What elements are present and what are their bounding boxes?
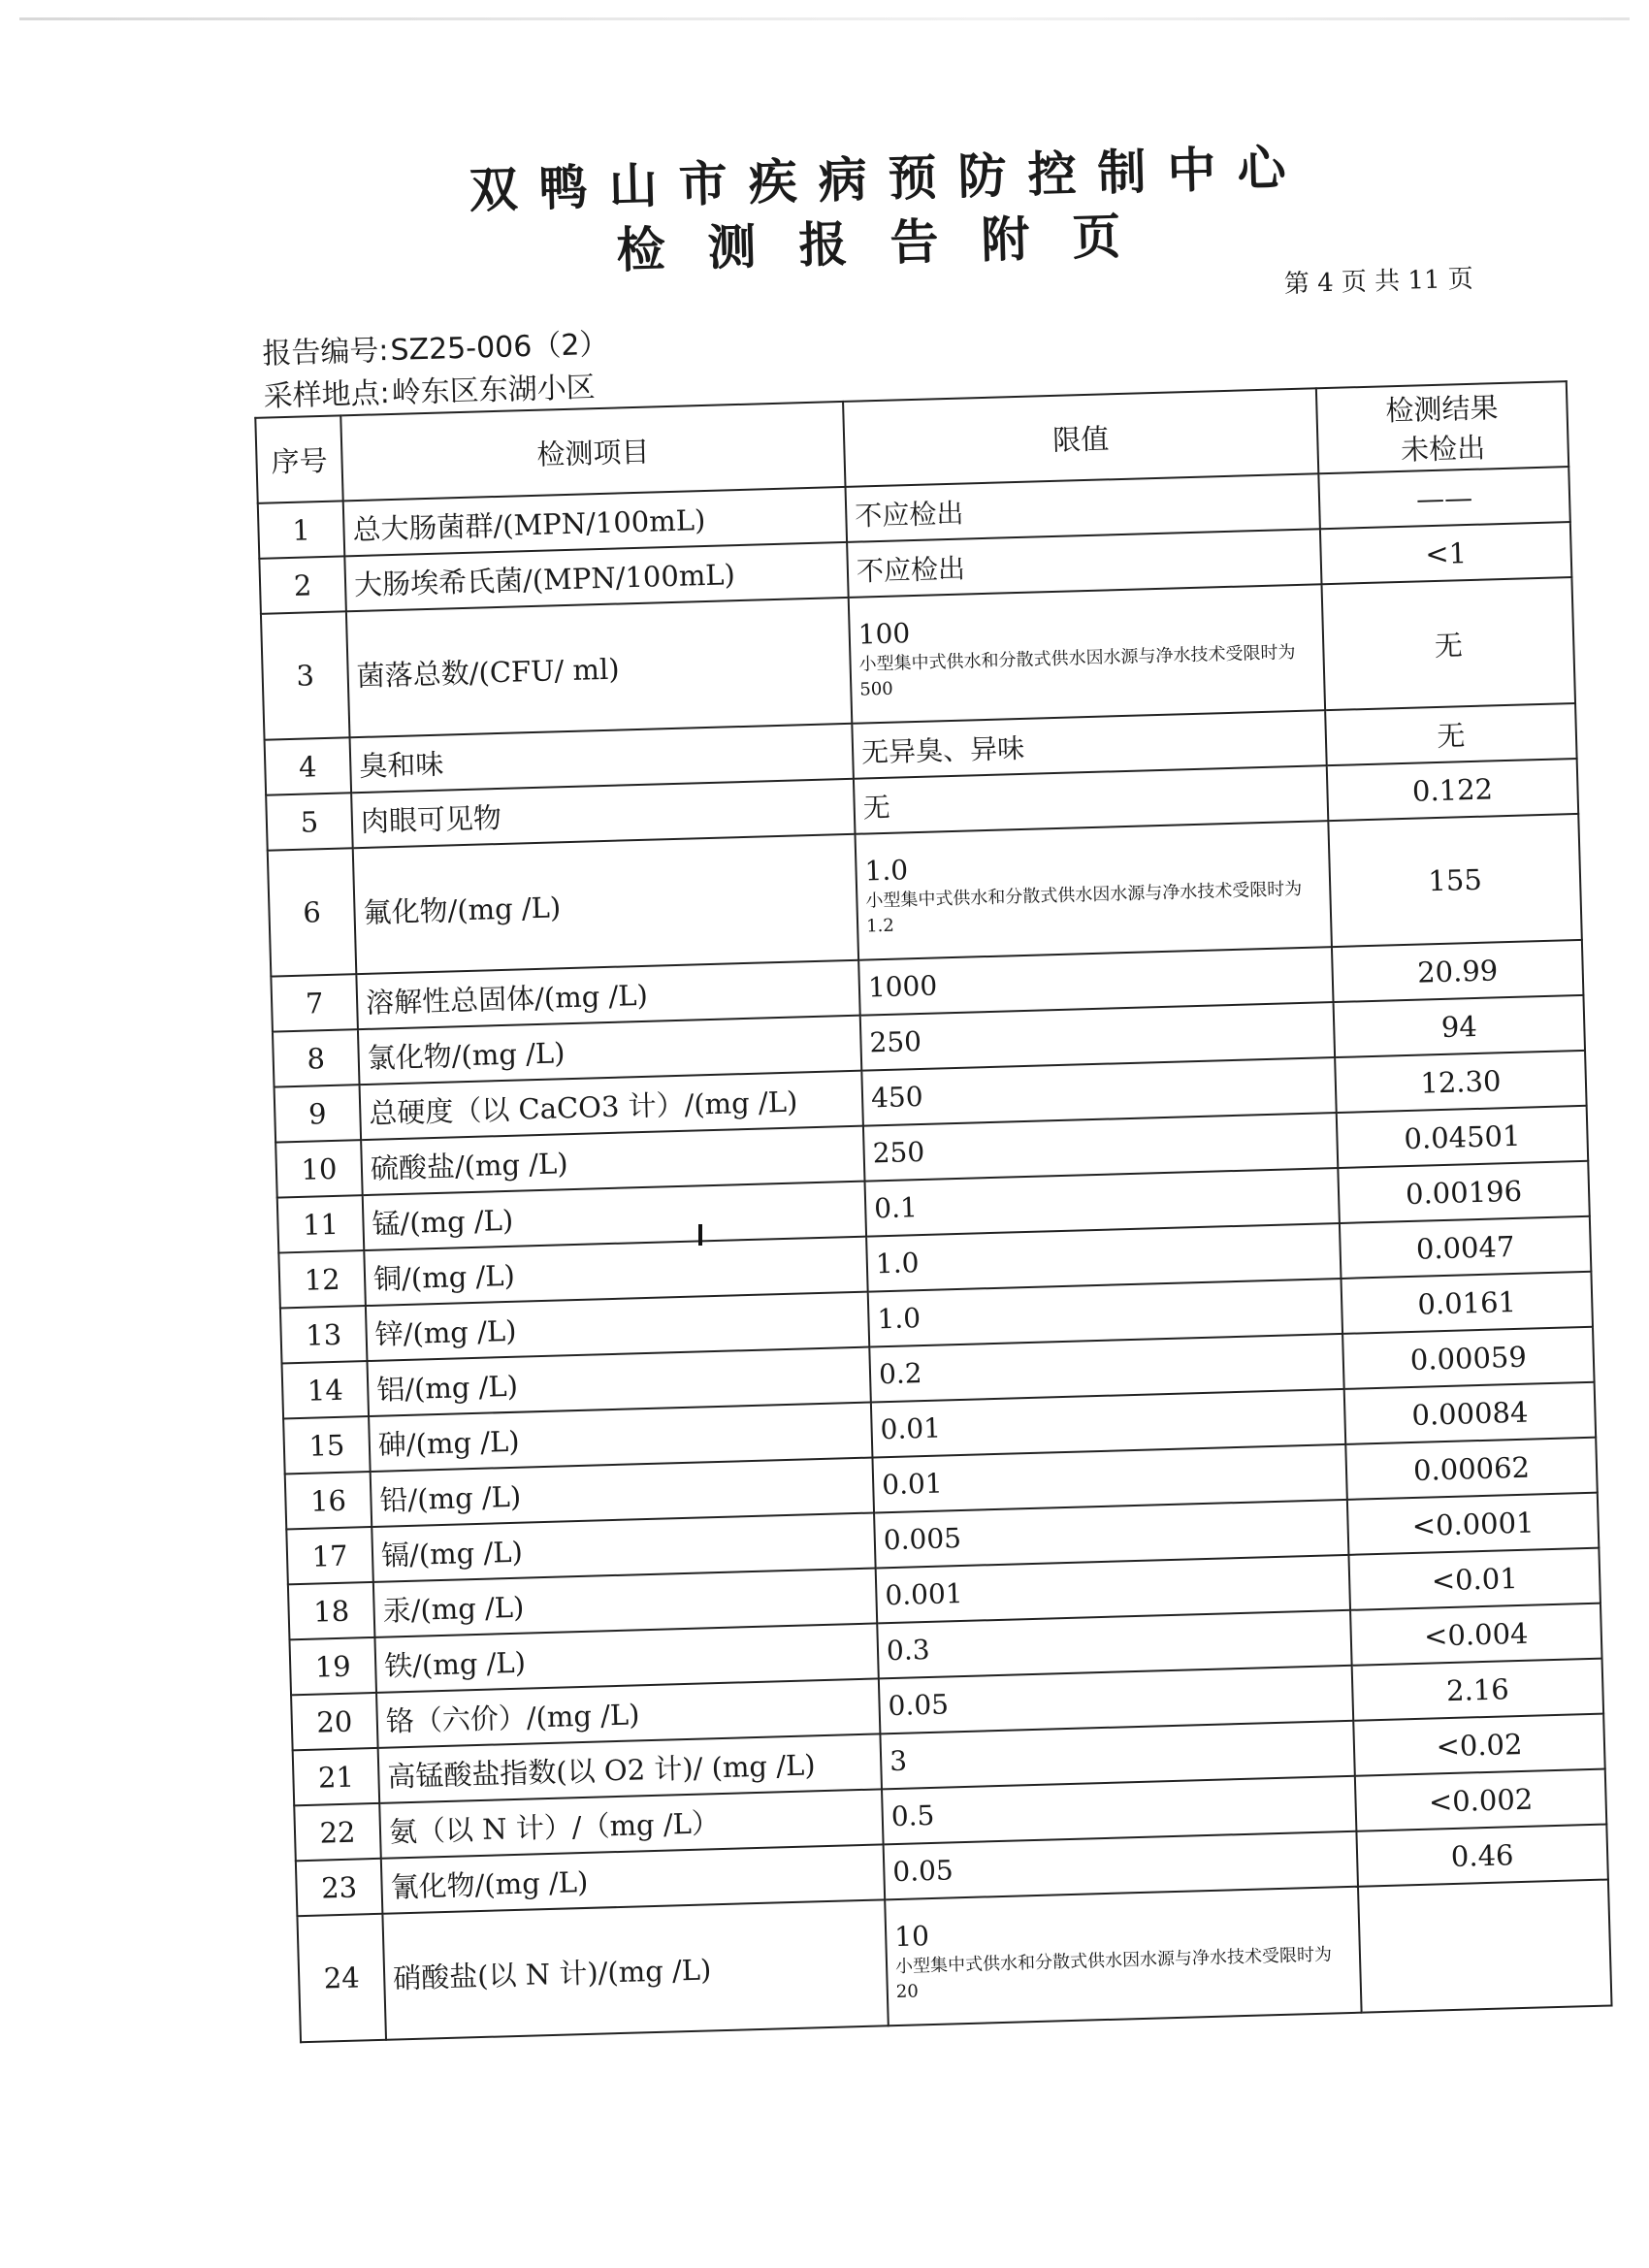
limit-value: 0.3: [886, 1633, 930, 1668]
scan-edge: [19, 17, 1630, 20]
row-number: 2: [259, 556, 346, 613]
first-result-value: 未检出: [1400, 431, 1486, 467]
page-info: 第 4 页 共 11 页: [1283, 264, 1474, 300]
row-number: 12: [278, 1250, 366, 1308]
limit-value: 1.0: [864, 853, 909, 888]
test-item: 铜/(mg /L): [364, 1237, 867, 1306]
test-item: 氰化物/(mg /L): [381, 1844, 885, 1913]
result-value: 0.00084: [1344, 1382, 1596, 1444]
result-value: 0.46: [1356, 1825, 1607, 1887]
result-value: 0.00062: [1345, 1438, 1597, 1500]
row-number: 4: [265, 737, 352, 794]
result-value: 0.00059: [1342, 1327, 1594, 1389]
limit-value: 无异臭、异味: [860, 731, 1025, 769]
limit-value: 250: [869, 1024, 922, 1059]
result-value: 0.00196: [1338, 1161, 1589, 1223]
limit-note: 小型集中式供水和分散式供水因水源与净水技术受限时为500: [858, 641, 1296, 700]
test-item: 汞/(mg /L): [373, 1568, 877, 1636]
results-table: [254, 380, 1612, 2043]
result-value: [1358, 1880, 1612, 2013]
test-item: 镉/(mg /L): [372, 1513, 875, 1582]
limit-value: 不应检出: [854, 497, 964, 533]
test-item: 铝/(mg /L): [367, 1347, 870, 1416]
sampling-location: [263, 363, 596, 415]
row-number: 7: [271, 974, 358, 1031]
result-value: 2.16: [1352, 1659, 1603, 1721]
report-number-value: SZ25-006（2）: [390, 327, 609, 368]
test-item: 锰/(mg /L): [363, 1182, 866, 1250]
limit-value: 0.5: [890, 1798, 935, 1833]
row-number: 8: [273, 1029, 360, 1086]
row-number: 18: [288, 1582, 375, 1639]
test-item: 臭和味: [350, 724, 854, 793]
test-item: 铅/(mg /L): [371, 1458, 874, 1527]
row-number: 15: [283, 1416, 371, 1474]
row-number: 13: [280, 1306, 368, 1363]
col-header-limit: 限值: [843, 388, 1318, 487]
test-item: 大肠埃希氏菌/(MPN/100mL): [344, 542, 848, 611]
limit-value: 1.0: [875, 1247, 920, 1280]
report-sheet: [247, 129, 1579, 2008]
result-value: <0.01: [1348, 1548, 1600, 1610]
row-number: 19: [289, 1637, 376, 1695]
test-item: 总硬度（以 CaCO3 计）/(mg /L): [360, 1071, 863, 1140]
test-item: 氟化物/(mg /L): [353, 834, 858, 974]
result-value: <1: [1320, 522, 1571, 584]
limit-value: 0.01: [881, 1467, 944, 1502]
test-item: 肉眼可见物: [351, 779, 855, 848]
result-value: ——: [1318, 467, 1569, 529]
row-number: 20: [291, 1693, 378, 1750]
sampling-location-label: 采样地点:: [263, 376, 391, 414]
limit-cell: [849, 584, 1325, 724]
row-number: 16: [285, 1472, 372, 1529]
test-item: 硝酸盐(以 N 计)/(mg /L): [382, 1899, 888, 2039]
org-title: 双鸭山市疾病预防控制中心: [469, 139, 1309, 219]
row-number: 17: [286, 1527, 373, 1584]
row-number: 6: [268, 848, 357, 976]
limit-value: 1.0: [877, 1302, 922, 1336]
row-number: 21: [293, 1748, 380, 1805]
limit-value: 不应检出: [856, 552, 966, 588]
row-number: 24: [297, 1914, 386, 2042]
result-value: <0.0001: [1347, 1493, 1599, 1555]
test-item: 溶解性总固体/(mg /L): [356, 960, 859, 1029]
test-item: 氨（以 N 计）/（mg /L）: [379, 1789, 883, 1858]
col-header-no: 序号: [255, 415, 342, 502]
limit-value: 0.01: [880, 1411, 942, 1446]
result-value: <0.02: [1353, 1714, 1604, 1776]
test-item: 高锰酸盐指数(以 O2 计)/ (mg /L): [378, 1733, 882, 1802]
limit-value: 0.1: [873, 1191, 919, 1225]
limit-cell: [856, 821, 1332, 960]
result-value: 0.0047: [1340, 1216, 1591, 1279]
result-value: 0.0161: [1341, 1272, 1592, 1334]
test-item: 总大肠菌群/(MPN/100mL): [343, 487, 847, 556]
limit-note: 小型集中式供水和分散式供水因水源与净水技术受限时为20: [894, 1944, 1333, 2002]
row-number: 1: [258, 501, 345, 558]
test-item: 菌落总数/(CFU/ ml): [346, 598, 852, 737]
limit-cell: [885, 1887, 1361, 2026]
limit-value: 无: [862, 791, 891, 825]
result-value: 0.122: [1327, 759, 1578, 821]
result-value: 无: [1322, 577, 1576, 710]
limit-value: 100: [857, 616, 911, 651]
result-value: 0.04501: [1337, 1106, 1588, 1168]
result-value: 155: [1328, 814, 1582, 947]
result-value: 94: [1334, 995, 1585, 1057]
col-header-result: [1316, 381, 1568, 473]
row-number: 14: [282, 1361, 370, 1418]
test-item: 硫酸盐/(mg /L): [361, 1126, 864, 1195]
result-value: 无: [1325, 703, 1576, 765]
test-item: 砷/(mg /L): [369, 1403, 872, 1472]
row-number: 9: [275, 1085, 362, 1142]
limit-value: 0.05: [888, 1688, 950, 1723]
scan-mark: [698, 1224, 702, 1246]
result-value: <0.004: [1350, 1604, 1601, 1666]
result-value: 12.30: [1335, 1051, 1586, 1113]
limit-note: 小型集中式供水和分散式供水因水源与净水技术受限时为1.2: [865, 878, 1303, 936]
row-number: 5: [266, 793, 353, 850]
limit-value: 450: [870, 1080, 924, 1115]
row-number: 23: [296, 1859, 383, 1916]
limit-value: 0.001: [884, 1576, 964, 1612]
row-number: 3: [261, 611, 350, 739]
test-item: 铁/(mg /L): [374, 1623, 878, 1692]
col-header-result-label: 检测结果: [1385, 391, 1499, 428]
row-number: 10: [275, 1140, 363, 1197]
limit-value: 10: [893, 1919, 930, 1953]
report-number-label: 报告编号:: [261, 334, 390, 372]
result-value: 20.99: [1332, 940, 1583, 1002]
test-item: 铬（六价）/(mg /L): [376, 1678, 880, 1747]
sampling-location-value: 岭东区东湖小区: [391, 371, 597, 410]
row-number: 11: [277, 1195, 365, 1252]
test-item: 氯化物/(mg /L): [358, 1016, 861, 1085]
result-value: <0.002: [1355, 1769, 1606, 1831]
limit-value: 250: [872, 1135, 925, 1170]
limit-value: 0.005: [883, 1522, 962, 1557]
row-number: 22: [294, 1803, 381, 1861]
col-header-item: 检测项目: [340, 402, 845, 501]
limit-value: 3: [889, 1744, 908, 1778]
test-item: 锌/(mg /L): [366, 1292, 869, 1361]
doc-title: 检测报告附页: [615, 207, 1165, 279]
limit-value: 1000: [867, 969, 938, 1004]
limit-value: 0.05: [891, 1854, 954, 1889]
limit-value: 0.2: [878, 1357, 923, 1391]
